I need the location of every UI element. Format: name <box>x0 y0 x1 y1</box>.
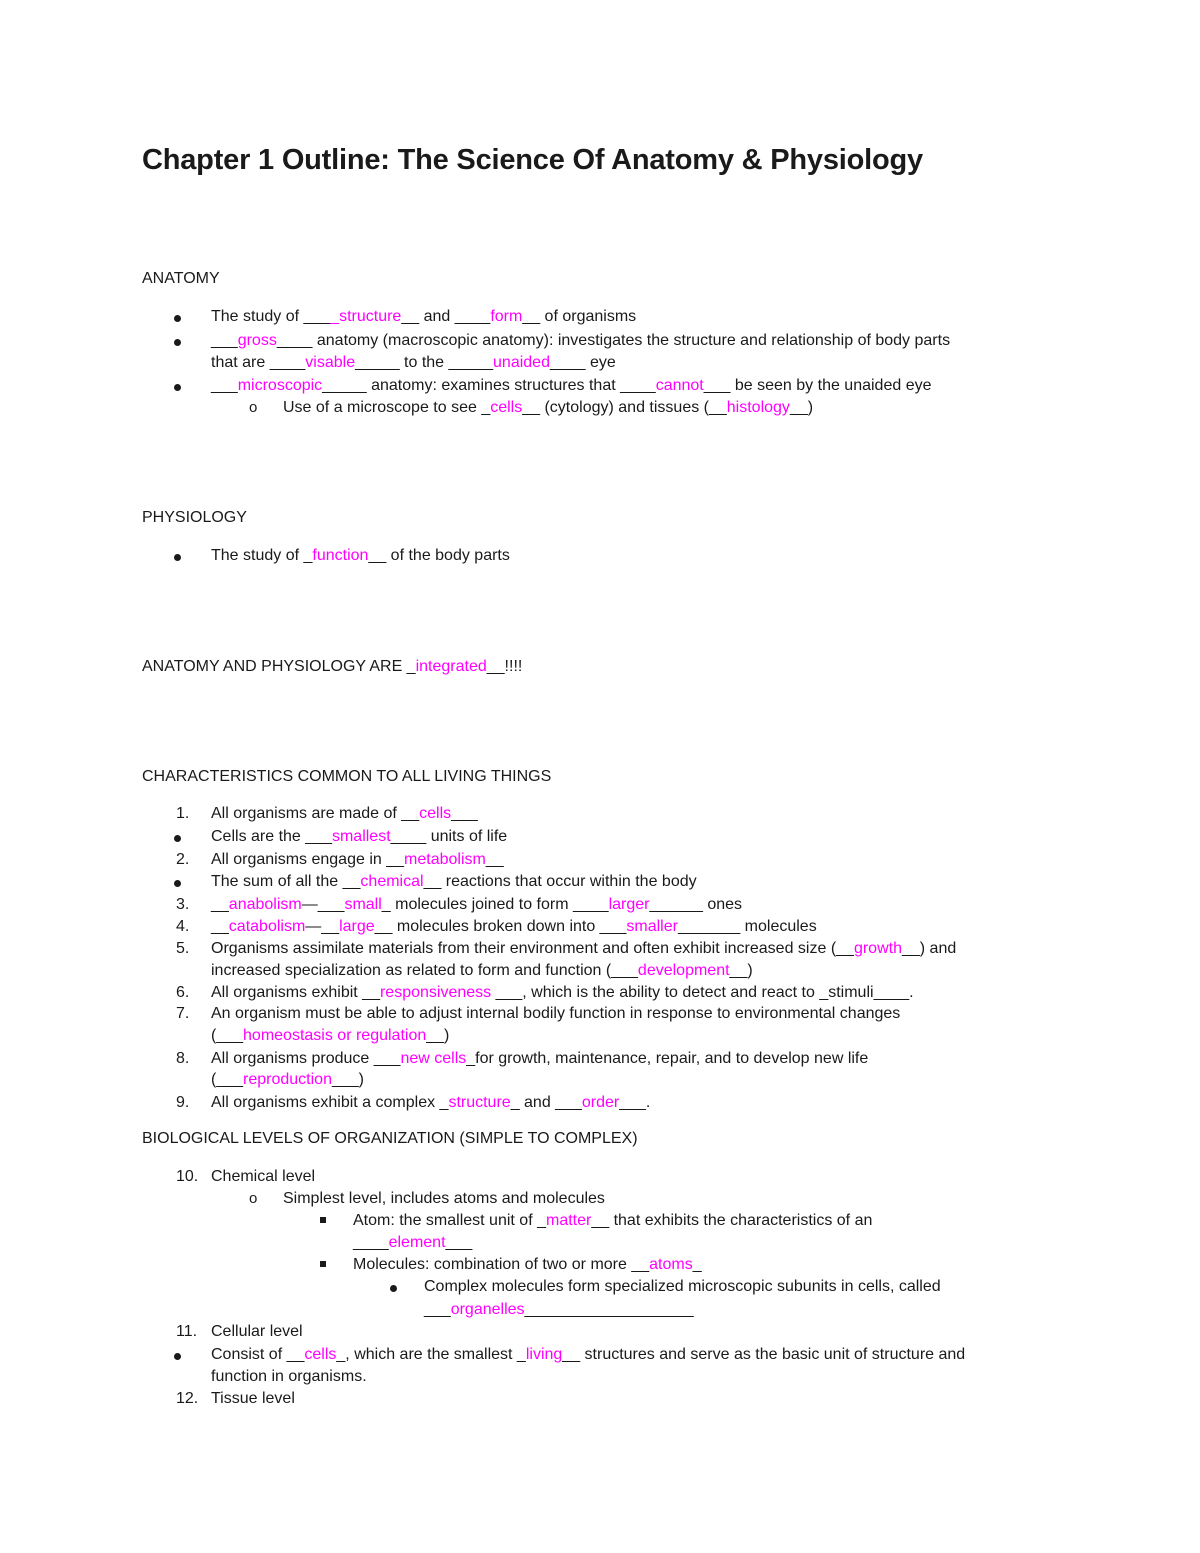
level-item-tissue: Tissue level <box>211 1390 295 1407</box>
list-number: 1. <box>176 805 190 822</box>
level-chemical-molecules: Molecules: combination of two or more __atoms_ <box>353 1256 702 1273</box>
document-title: Chapter 1 Outline: The Science Of Anatomy & Physiology <box>142 144 923 176</box>
characteristic-item-6: All organisms exhibit __responsiveness ___, which is the ability to detect and react to _stimuli____. <box>211 984 914 1001</box>
answer-metabolism: metabolism <box>404 851 486 868</box>
answer-microscopic: microscopic <box>237 377 323 394</box>
section-heading-physiology: PHYSIOLOGY <box>142 509 247 526</box>
answer-catabolism: catabolism <box>228 918 306 935</box>
answer-larger: larger <box>608 896 650 913</box>
answer-cells: cells <box>490 399 523 416</box>
characteristic-item-8: All organisms produce ___new cells_for growth, maintenance, repair, and to develop new life <box>211 1050 869 1067</box>
answer-matter: matter <box>545 1212 592 1229</box>
answer-chemical: chemical <box>360 873 424 890</box>
bullet-icon <box>174 835 181 842</box>
answer-new-cells: new cells <box>400 1050 467 1067</box>
level-item-cellular: Cellular level <box>211 1323 303 1340</box>
answer-smallest: smallest <box>331 828 391 845</box>
characteristic-item-2: All organisms engage in __metabolism__ <box>211 851 504 868</box>
answer-order: order <box>581 1094 620 1111</box>
answer-function: function <box>312 547 369 564</box>
bullet-icon <box>174 384 181 391</box>
characteristic-bullet-metabolism: The sum of all the __chemical__ reactions that occur within the body <box>211 873 697 890</box>
answer-atoms: atoms <box>649 1256 693 1273</box>
level-item-chemical: Chemical level <box>211 1168 316 1185</box>
anatomy-subbullet-microscope: Use of a microscope to see _cells__ (cytology) and tissues (__histology__) <box>283 399 814 416</box>
characteristic-item-7: An organism must be able to adjust internal bodily function in response to environmental changes <box>211 1005 901 1022</box>
answer-organelles: organelles <box>450 1301 525 1318</box>
characteristic-bullet-cells: Cells are the ___smallest____ units of life <box>211 828 508 845</box>
answer-large: large <box>339 918 375 935</box>
circle-bullet-icon: o <box>249 1190 258 1207</box>
bullet-icon <box>174 1353 181 1360</box>
list-number: 3. <box>176 896 190 913</box>
section-heading-characteristics: CHARACTERISTICS COMMON TO ALL LIVING THINGS <box>142 768 552 785</box>
bullet-icon <box>390 1285 397 1292</box>
integrated-statement: ANATOMY AND PHYSIOLOGY ARE _integrated__!!!! <box>142 658 523 675</box>
answer-responsiveness: responsiveness <box>379 984 492 1001</box>
square-bullet-icon <box>320 1217 326 1223</box>
square-bullet-icon <box>320 1261 326 1267</box>
section-heading-levels: BIOLOGICAL LEVELS OF ORGANIZATION (SIMPLE TO COMPLEX) <box>142 1130 638 1147</box>
answer-small: small <box>344 896 382 913</box>
bullet-icon <box>174 554 181 561</box>
list-number: 2. <box>176 851 190 868</box>
section-heading-anatomy: ANATOMY <box>142 270 220 287</box>
answer-cannot: cannot <box>655 377 704 394</box>
answer-living: living <box>525 1346 563 1363</box>
characteristic-item-1: All organisms are made of __cells___ <box>211 805 478 822</box>
answer-structure: _structure <box>330 308 402 325</box>
level-cellular-bullet-continued: function in organisms. <box>211 1368 367 1385</box>
bullet-icon <box>174 880 181 887</box>
answer-form: form <box>490 308 523 325</box>
answer-anabolism: anabolism <box>228 896 302 913</box>
list-number: 11. <box>176 1323 198 1340</box>
characteristic-item-9: All organisms exhibit a complex _structure_ and ___order___. <box>211 1094 651 1111</box>
list-number: 12. <box>176 1390 199 1407</box>
answer-smaller: smaller <box>626 918 678 935</box>
bullet-icon <box>174 315 181 322</box>
characteristic-item-8-continued: (___reproduction___) <box>211 1071 365 1088</box>
answer-growth: growth <box>853 940 902 957</box>
list-number: 8. <box>176 1050 190 1067</box>
answer-homeostasis: homeostasis or regulation <box>243 1027 427 1044</box>
list-number: 5. <box>176 940 190 957</box>
answer-unaided: unaided <box>493 354 550 371</box>
level-cellular-bullet: Consist of __cells_, which are the smallest _living__ structures and serve as the basic unit of structure and <box>211 1346 966 1363</box>
answer-visable: visable <box>305 354 356 371</box>
answer-histology: histology <box>726 399 790 416</box>
anatomy-bullet-2: ___gross____ anatomy (macroscopic anatomy): investigates the structure and relationship of body parts <box>211 332 951 349</box>
level-chemical-subbullet: Simplest level, includes atoms and molecules <box>283 1190 605 1207</box>
list-number: 6. <box>176 984 190 1001</box>
answer-development: development <box>637 962 730 979</box>
characteristic-item-5-continued: increased specialization as related to form and function (___development__) <box>211 962 753 979</box>
characteristic-item-3: __anabolism—___small_ molecules joined to form ____larger______ ones <box>211 896 743 913</box>
answer-cells: cells <box>304 1346 337 1363</box>
level-chemical-atom-continued: ____element___ <box>353 1234 473 1251</box>
circle-bullet-icon: o <box>249 399 258 416</box>
answer-cells: cells <box>419 805 452 822</box>
characteristic-item-5: Organisms assimilate materials from their environment and often exhibit increased size (__growth__) and <box>211 940 957 957</box>
answer-reproduction: reproduction <box>243 1071 332 1088</box>
list-number: 7. <box>176 1005 190 1022</box>
anatomy-bullet-1: The study of ____structure__ and ____form__ of organisms <box>211 308 637 325</box>
list-number: 10. <box>176 1168 199 1185</box>
anatomy-bullet-3: ___microscopic_____ anatomy: examines structures that ____cannot___ be seen by the unaided eye <box>211 377 932 394</box>
list-number: 4. <box>176 918 190 935</box>
level-chemical-atom: Atom: the smallest unit of _matter__ that exhibits the characteristics of an <box>353 1212 873 1229</box>
level-chemical-complex-molecules: Complex molecules form specialized microscopic subunits in cells, called <box>424 1278 941 1295</box>
list-number: 9. <box>176 1094 190 1111</box>
answer-integrated: integrated <box>415 658 487 675</box>
characteristic-item-7-continued: (___homeostasis or regulation__) <box>211 1027 450 1044</box>
physiology-bullet-1: The study of _function__ of the body parts <box>211 547 510 564</box>
answer-element: element <box>388 1234 446 1251</box>
level-chemical-complex-molecules-continued: ___organelles___________________ <box>424 1301 694 1318</box>
answer-gross: gross <box>237 332 277 349</box>
answer-structure: structure <box>448 1094 511 1111</box>
bullet-icon <box>174 339 181 346</box>
characteristic-item-4: __catabolism—__large__ molecules broken down into ___smaller_______ molecules <box>211 918 817 935</box>
anatomy-bullet-2-continued: that are ____visable_____ to the _____unaided____ eye <box>211 354 616 371</box>
